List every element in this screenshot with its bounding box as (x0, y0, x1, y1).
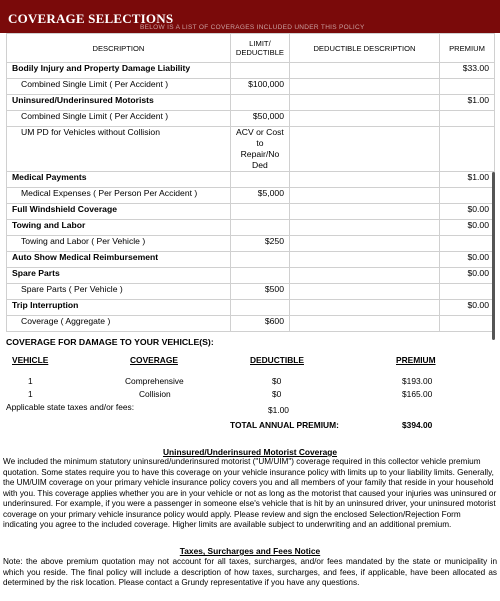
damage-row-deductible: $0 (272, 376, 282, 386)
tax-note-title: Taxes, Surcharges and Fees Notice (179, 546, 321, 556)
damage-row-coverage: Collision (139, 389, 171, 399)
table-row (7, 220, 495, 236)
row-premium: $1.00 (440, 95, 495, 111)
row-deductible-description (289, 95, 439, 111)
damage-row-premium: $193.00 (402, 376, 433, 386)
row-deductible-description (289, 252, 439, 268)
table-row (7, 268, 495, 284)
tax-note-body: Note: the above premium quotation may not account for all taxes, surcharges, and/or fees mandated by the state or municipality in which you reside. The final policy will include a description of how taxes, surcharges, and fees, if applicable, have been allocated as determined by the risk location. Please contact a Grundy representative if you have any questions. (3, 557, 497, 587)
row-deductible-description (289, 127, 439, 172)
coverage-table (6, 33, 495, 332)
table-row (7, 284, 495, 300)
row-limit: $100,000 (230, 79, 289, 95)
damage-row-deductible: $0 (272, 389, 282, 399)
row-description: Spare Parts (7, 268, 231, 284)
damage-col-premium: PREMIUM (396, 355, 436, 365)
row-limit (230, 204, 289, 220)
row-deductible-description (289, 220, 439, 236)
row-description: Medical Expenses ( Per Person Per Accident ) (7, 188, 231, 204)
row-limit: $5,000 (230, 188, 289, 204)
col-limit-line1: LIMIT/ (249, 39, 271, 48)
table-row (7, 204, 495, 220)
um-note-body: We included the minimum statutory uninsured/underinsured motorist ("UM/UIM") coverage required in this collector vehicle premium quotation. Some states require you to have this coverage on your vehicle insurance policy with limits up to your liability limits. Generally, the UM/UIM coverage on your primary vehicle insurance policy covers you and all members of your family that reside in your household with you. This coverage applies whether you are in your vehicle or not as long as the motorist that caused your injuries was uninsured or underinsured. For example, if you were a passenger in someone else's vehicle that is hit by an uninsured driver, your uninsured motorist coverage on your primary vehicle insurance policy would apply. Please review and sign the enclosed Selection/Rejection Form indicating you agree to the included coverage. Higher limits are available subject to underwriting and an additional premium. (3, 457, 497, 529)
total-premium-value: $394.00 (402, 420, 433, 430)
row-premium (440, 316, 495, 332)
row-limit: $250 (230, 236, 289, 252)
table-row (7, 127, 495, 172)
table-row (7, 316, 495, 332)
row-limit: ACV or Cost to Repair/No Ded (230, 127, 289, 172)
table-row (7, 236, 495, 252)
page-title: COVERAGE SELECTIONS (8, 11, 174, 26)
vertical-scrollbar[interactable] (492, 172, 495, 340)
damage-col-vehicle: VEHICLE (12, 355, 49, 365)
damage-col-deductible: DEDUCTIBLE (250, 355, 304, 365)
table-header-row (7, 34, 495, 63)
row-premium: $0.00 (440, 300, 495, 316)
row-limit: $600 (230, 316, 289, 332)
table-row (7, 252, 495, 268)
damage-col-coverage: COVERAGE (130, 355, 178, 365)
taxes-label: Applicable state taxes and/or fees: (6, 402, 135, 412)
row-limit: $500 (230, 284, 289, 300)
row-premium: $33.00 (440, 63, 495, 79)
row-premium (440, 111, 495, 127)
row-deductible-description (289, 188, 439, 204)
row-limit (230, 268, 289, 284)
damage-row-coverage: Comprehensive (125, 376, 184, 386)
row-limit (230, 220, 289, 236)
row-limit: $50,000 (230, 111, 289, 127)
row-limit (230, 172, 289, 188)
row-description: Full Windshield Coverage (7, 204, 231, 220)
row-description: Coverage ( Aggregate ) (7, 316, 231, 332)
row-limit (230, 252, 289, 268)
page-subtitle: BELOW IS A LIST OF COVERAGES INCLUDED UNDER THIS POLICY (140, 24, 365, 31)
row-premium: $0.00 (440, 268, 495, 284)
row-premium: $0.00 (440, 204, 495, 220)
row-limit (230, 300, 289, 316)
row-premium: $1.00 (440, 172, 495, 188)
col-limit-line2: DEDUCTIBLE (235, 48, 284, 57)
row-premium: $0.00 (440, 252, 495, 268)
row-deductible-description (289, 268, 439, 284)
row-description: Spare Parts ( Per Vehicle ) (7, 284, 231, 300)
table-row (7, 111, 495, 127)
row-deductible-description (289, 300, 439, 316)
col-limit (230, 34, 289, 63)
damage-row-vehicle: 1 (28, 376, 33, 386)
col-description: DESCRIPTION (7, 34, 231, 63)
row-deductible-description (289, 236, 439, 252)
um-note-title: Uninsured/Underinsured Motorist Coverage (162, 447, 338, 457)
row-premium (440, 284, 495, 300)
row-deductible-description (289, 172, 439, 188)
row-description: Combined Single Limit ( Per Accident ) (7, 79, 231, 95)
table-row (7, 63, 495, 79)
taxes-value: $1.00 (268, 405, 289, 415)
row-premium (440, 188, 495, 204)
row-deductible-description (289, 316, 439, 332)
col-deductible-description: DEDUCTIBLE DESCRIPTION (289, 34, 439, 63)
table-row (7, 95, 495, 111)
row-limit (230, 63, 289, 79)
table-row (7, 172, 495, 188)
row-description: Uninsured/Underinsured Motorists (7, 95, 231, 111)
row-premium (440, 236, 495, 252)
table-row (7, 300, 495, 316)
row-deductible-description (289, 111, 439, 127)
damage-row-vehicle: 1 (28, 389, 33, 399)
row-deductible-description (289, 284, 439, 300)
row-description: Towing and Labor (7, 220, 231, 236)
table-row (7, 79, 495, 95)
row-description: Medical Payments (7, 172, 231, 188)
row-description: Combined Single Limit ( Per Accident ) (7, 111, 231, 127)
table-row (7, 188, 495, 204)
row-premium (440, 127, 495, 172)
row-premium (440, 79, 495, 95)
row-description: Towing and Labor ( Per Vehicle ) (7, 236, 231, 252)
row-deductible-description (289, 63, 439, 79)
row-description: UM PD for Vehicles without Collision (7, 127, 231, 172)
col-premium: PREMIUM (440, 34, 495, 63)
damage-section-title: COVERAGE FOR DAMAGE TO YOUR VEHICLE(S): (6, 337, 214, 347)
header-bar (0, 0, 500, 33)
row-premium: $0.00 (440, 220, 495, 236)
damage-row-premium: $165.00 (402, 389, 433, 399)
row-limit (230, 95, 289, 111)
row-description: Bodily Injury and Property Damage Liability (7, 63, 231, 79)
row-deductible-description (289, 204, 439, 220)
row-deductible-description (289, 79, 439, 95)
total-premium-label: TOTAL ANNUAL PREMIUM: (230, 420, 339, 430)
row-description: Trip Interruption (7, 300, 231, 316)
row-description: Auto Show Medical Reimbursement (7, 252, 231, 268)
